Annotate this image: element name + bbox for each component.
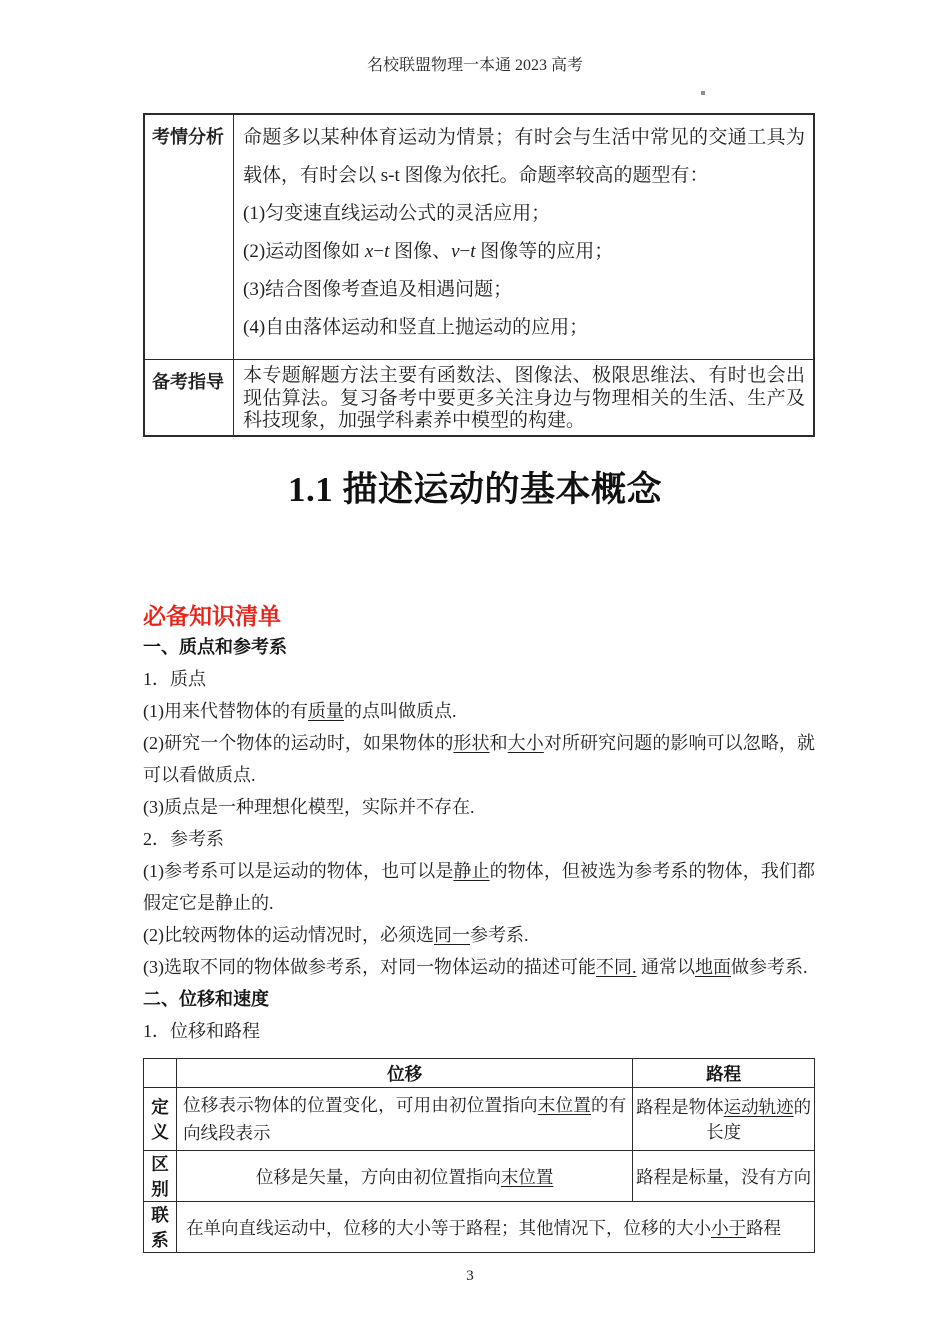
knowledge-line (143, 919, 815, 951)
math-symbol: t (384, 241, 390, 262)
table-header-row (144, 1059, 815, 1088)
prep-guidance-row-label: 备考指导 (145, 360, 234, 435)
stray-mark-dot (701, 91, 705, 95)
exam-analysis-item (243, 195, 805, 233)
text-run: − (373, 241, 385, 262)
header-empty-cell (144, 1059, 177, 1088)
text-run: 1．质点 (143, 669, 206, 689)
exam-analysis-item (243, 233, 805, 271)
definition-path-cell (633, 1088, 815, 1151)
text-run: 通常以 (636, 957, 695, 977)
page-number: 3 (466, 1268, 474, 1284)
header-displacement: 位移 (177, 1059, 633, 1088)
text-run: (2)运动图像如 (243, 241, 365, 262)
knowledge-line (143, 727, 815, 791)
text-run: 路程是标量，没有方向 (636, 1166, 812, 1187)
exam-analysis-row-label: 考情分析 (145, 115, 234, 360)
text-run: (1)匀变速直线运动公式的灵活应用； (243, 203, 551, 224)
header-path: 路程 (633, 1059, 815, 1088)
row-label-difference: 区别 (144, 1151, 177, 1202)
underlined-term: 静止 (453, 861, 490, 881)
table-row-relation (144, 1202, 815, 1253)
text-run: 的长度 (706, 1097, 812, 1142)
knowledge-line (143, 695, 815, 727)
underlined-term: 小于 (711, 1217, 747, 1238)
text-run: (2)研究一个物体的运动时，如果物体的 (143, 733, 454, 753)
text-run: 参考系. (470, 925, 529, 945)
math-symbol: x (364, 241, 374, 262)
text-run: − (459, 241, 471, 262)
section-heading (143, 983, 815, 1015)
text-run: (1)参考系可以是运动的物体，也可以是 (143, 861, 454, 881)
text-run: (3)选取不同的物体做参考系，对同一物体运动的描述可能 (143, 957, 596, 977)
table-row-difference (144, 1151, 815, 1202)
text-run: 做参考系. (731, 957, 808, 977)
text-run: 图像、 (389, 241, 452, 262)
knowledge-heading: 必备知识清单 (143, 603, 281, 629)
underlined-term: 末位置 (537, 1095, 591, 1115)
text-run: 对所研究问题的影响可以忽略，就可以看做质点. (143, 733, 816, 785)
underlined-term: 地面 (695, 957, 731, 977)
text-run: 位移是矢量，方向由初位置指向 (255, 1166, 501, 1187)
underlined-term: 末位置 (500, 1166, 554, 1187)
text-run: (3)结合图像考查追及相遇问题； (243, 279, 513, 300)
exam-analysis-item-list (243, 195, 805, 347)
math-symbol: t (470, 241, 476, 262)
knowledge-line (143, 823, 815, 855)
knowledge-line-list (143, 631, 815, 1047)
text-run: 的点叫做质点. (344, 701, 457, 721)
knowledge-line (143, 951, 815, 983)
text-run: 位移表示物体的位置变化，可用由初位置指向 (183, 1095, 538, 1115)
exam-analysis-content (234, 115, 813, 360)
difference-displacement-cell (177, 1151, 633, 1202)
text-run: (3)质点是一种理想化模型，实际并不存在. (143, 797, 475, 817)
knowledge-line (143, 855, 815, 919)
relation-merged-cell (177, 1202, 815, 1253)
text-run: 的有向线段表示 (183, 1095, 627, 1143)
text-run: 一、质点和参考系 (143, 637, 287, 657)
document-header: 名校联盟物理一本通 2023 高考 (366, 57, 583, 74)
definition-displacement-cell (177, 1088, 633, 1151)
knowledge-line (143, 663, 815, 695)
math-symbol: v (451, 241, 460, 262)
exam-overview-table (143, 113, 815, 437)
displacement-path-table (143, 1058, 815, 1253)
underlined-term: 形状 (453, 733, 490, 753)
text-run: 路程是物体 (636, 1097, 724, 1117)
table-row-definition (144, 1088, 815, 1151)
knowledge-line (143, 791, 815, 823)
underlined-term: 大小 (507, 733, 544, 753)
text-run: 图像等的应用； (475, 241, 614, 262)
text-run: (4)自由落体运动和竖直上抛运动的应用； (243, 317, 589, 338)
underlined-term: 同一 (434, 925, 470, 945)
underlined-term: 运动轨迹 (723, 1097, 794, 1117)
text-run: 和 (489, 733, 508, 753)
text-run: 在单向直线运动中，位移的大小等于路程；其他情况下，位移的大小 (186, 1217, 712, 1238)
knowledge-line (143, 1015, 815, 1047)
knowledge-section (143, 601, 815, 1047)
underlined-term: 不同. (596, 957, 637, 977)
text-run: 二、位移和速度 (143, 989, 269, 1009)
text-run: (2)比较两物体的运动情况时，必须选 (143, 925, 434, 945)
text-run: 1．位移和路程 (143, 1021, 260, 1041)
exam-analysis-item (243, 271, 805, 309)
row-label-definition: 定义 (144, 1088, 177, 1151)
chapter-title: 1.1 描述运动的基本概念 (287, 470, 662, 509)
section-heading (143, 631, 815, 663)
prep-guidance-content: 本专题解题方法主要有函数法、图像法、极限思维法、有时也会出现估算法。复习备考中要更多关注身边与物理相关的生活、生产及科技现象，加强学科素养中模型的构建。 (243, 365, 805, 431)
underlined-term: 质量 (308, 701, 344, 721)
exam-analysis-item (243, 309, 805, 347)
exam-analysis-intro: 命题多以某种体育运动为情景；有时会与生活中常见的交通工具为载体，有时会以 s-t 图像为依托。命题率较高的题型有： (243, 127, 805, 186)
text-run: 的物体，但被选为参考系的物体，我们都假定它是静止的. (143, 861, 815, 913)
text-run: 2．参考系 (143, 829, 224, 849)
text-run: 路程 (746, 1217, 782, 1238)
difference-path-cell (633, 1151, 815, 1202)
row-label-relation: 联系 (144, 1202, 177, 1253)
text-run: (1)用来代替物体的有 (143, 701, 308, 721)
